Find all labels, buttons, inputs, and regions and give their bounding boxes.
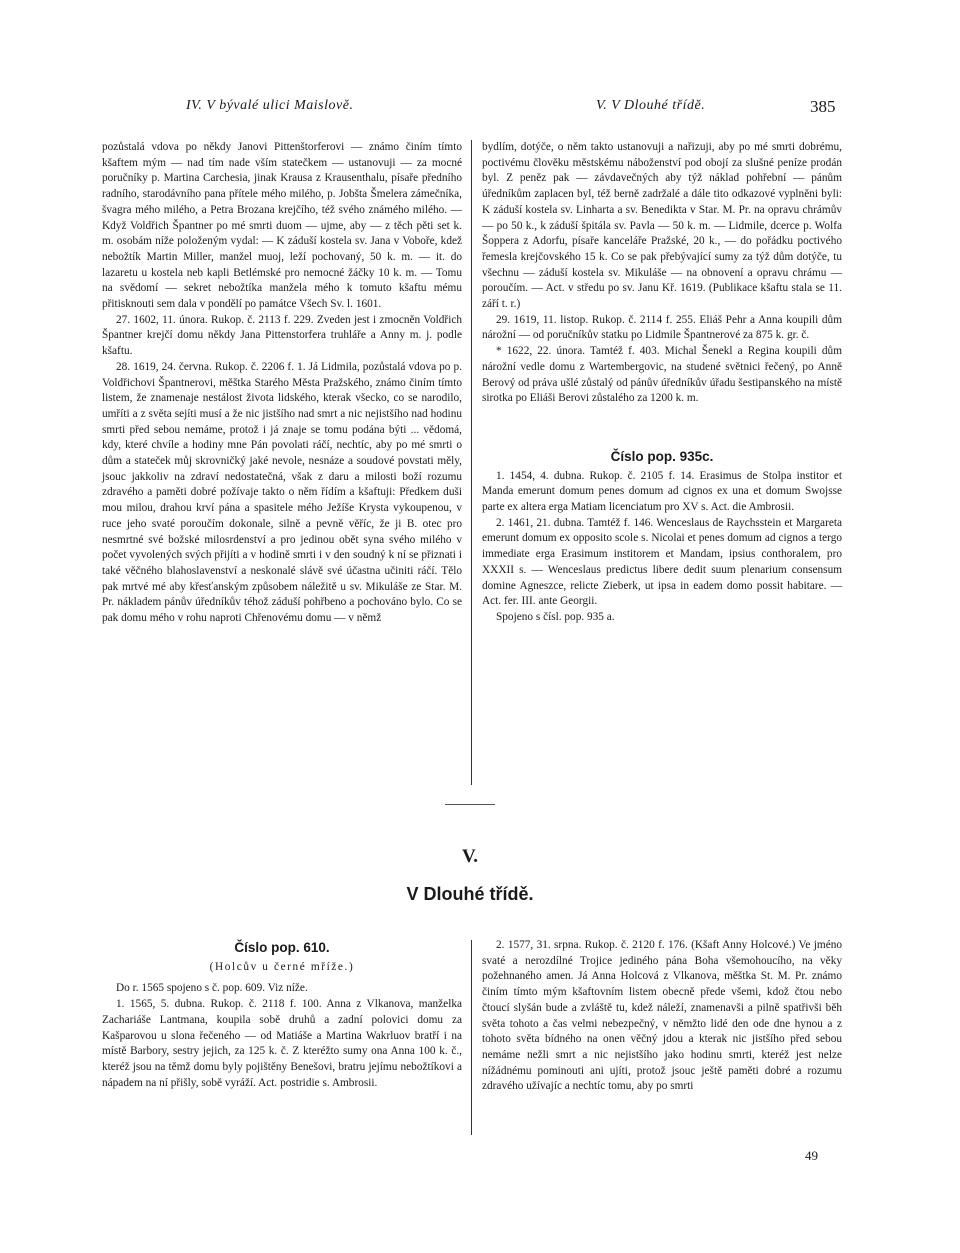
section-rule [445,804,495,805]
right-column-upper [482,140,842,626]
house-name-subtitle: (Holcův u černé mříže.) [209,960,355,973]
paragraph: 28. 1619, 24. června. Rukop. č. 2206 f. 1. Já Lidmila, pozůstalá vdova po p. Voldřichovi Špantnerovi, měštka Starého Města Pražského, známo činím tímto listem, že znamenaje nestálost života lidského, kterak všecko, co se narodilo, umříti a z světa sejíti musí a že nic jistšího nad smrt a nic nejistšího nad hodinu smrti před sebou nemáme, protož i já znaje se tomu podána býti ... vědomá, kdy, které chvíle a hodiny mne Pán povolati ráčí, nechtíc, aby po mé smrti o dům a stateček můj skrovničký jaké nevole, nesnáze a soudové povstati měly, jsouc jakkoliv na zdraví nedostatečná, však z daru a milosti boží rozumu zdravého a paměti dobré požívaje takto o něm řídím a kšaftuji: Předkem duši mou milou, drahou krví pána a spasitele mého Ježíše Krysta vykoupenou, v ruce jeho svaté poroučím dokonale, silně a pevně věříc, že ji B. otec pro nesmrtné své božské milosrdenství a pro jedinou obět syna svého milého v počet vyvolených svých přijíti a v hodině smrti i v den soudný k ní se přiznati i také věčného blahoslavenství a neskonalé slávě své účastna učiniti ráčí. Tělo pak mrtvé mé aby křesťanským způsobem náležitě u sv. Mikuláše ze Star. M. Pr. nákladem pánův úředníkův téhož záduší pohřbeno a pochováno bylo. Co se pak domu mého v rohu naproti Chřenovému domu — v němž [102,360,462,625]
paragraph: 2. 1577, 31. srpna. Rukop. č. 2120 f. 176. (Kšaft Anny Holcové.) Ve jméno svaté a nerozdílné Trojice jediného pána Boha všemohoucího, na věky požehnaného amen. Já Anna Holcová z Vlkanova, měštka St. M. Pr. známo činím tímto mým kšaftovním listem obecně přede všemi, kdož čtou nebo čtoucí slyšán bude a zvláště tu, kdež náleží, znamenavši a pilně spatřivši běh světa tohoto a čas velmi nebezpečný, v němžto lidé den ode dne hynou a z tohoto světa bídného na onen věčný jdou a kterak nic jistšího před sebou nemáme nežli smrt a nic nejistšího jako hodinu smrti, kteréž jest nelze nížádnému pominouti ani ujíti, protož jsouc ještě paměti dobré a rozumu zdravého užívajíc a nechtíc tomu, aby po smrti [482,939,842,1093]
paragraph: Spojeno s čísl. pop. 935 a. [496,610,615,623]
column-divider [471,140,472,785]
paragraph: 1. 1565, 5. dubna. Rukop. č. 2118 f. 100. Anna z Vlkanova, manželka Zachariáše Lantmana, koupila sobě druhů a zadní polovici domu za Kašparovou u slona řečeného — od Matiáše a Martina Wakrluov bratří i na místě Barbory, sestry jejich, za 125 k. č. Z kteréžto sumy ona Anna 100 k. č., kteréž jsou na těmž domu byly pojištěny Benešovi, bratru jejímu nebožtíkovi a nápadem na ní přišly, sobě vyráží. Act. postridie s. Ambrosii. [102,998,462,1089]
paragraph: 1. 1454, 4. dubna. Rukop. č. 2105 f. 14. Erasimus de Stolpa institor et Manda emerunt domum penes domum ad cignos ex una et domum Swojsse parte ex altera erga Matiam licenciatum pro XV s. Act. die Ambrosii. [482,469,842,514]
sheet-signature-number: 49 [805,1148,818,1163]
section-title: V Dlouhé třídě. [406,884,534,904]
running-head-right: V. V Dlouhé třídě. [596,98,706,113]
house-number-heading: Číslo pop. 610. [234,940,330,955]
paragraph: pozůstalá vdova po někdy Janovi Pittenštorferovi — známo činím tímto kšaftem mým — nad tím nade vším statečkem — ustanovuji — za mocné poručníky p. Martina Carchesia, jinak Krausa z Krausenthalu, písaře předního radního, starodávního pana přítele mého milého, p. Jobšta Šmelera zámečníka, švagra mého milého, a Petra Brozana krejčího, též svého známého milého. — Když Voldřich Špantner po mé smrti duom — ujme, aby — z těch pěti set k. m. osobám níže položeným vydal: — K záduší kostela sv. Jana v Voboře, kdež nebožtík Martin Miller, manžel muoj, leží pochovaný, 50 k. m. — it. do lazaretu u kostela neb kapli Betlémské pro nemocné žáčky 10 k. m. — Tomu na svědomí — sekret nebožtíka manžela mého k tomuto kšaftu mému přitisknouti sem dala v pondělí po památce Všech Sv. l. 1601. [102,141,462,311]
page-number: 385 [810,97,836,116]
paragraph: bydlím, dotýče, o něm takto ustanovuji a nařizuji, aby po mé smrti dobrému, poctivému člověku městskému náboženství pod obojí za slušné peníze prodán byl. Z peněz pak — závdavečných aby týž náklad pohřební — pánům úředníkům zaplacen byl, též berně zadržalé a dále tito odkazové vyplněni byli: K záduší kostela sv. Linharta a sv. Benedikta v Star. M. Pr. na opravu chrámův — po 50 k., k záduší špitála sv. Pavla — 50 k. m. — Lidmile, dcerce p. Wolfa Šoppera z Adorfu, písaře kanceláře Pražské, 20 k., — do pořádku poctivého řemesla krejčovského 15 k. Co se pak přebývající sumy za týž dům dotýče, tu všechnu — záduší kostela sv. Mikuláše — na obnovení a opravu chrámu — poroučím. — Act. v středu po sv. Janu Kř. 1619. (Publikace kšaftu stala se 11. září t. r.) [482,141,842,311]
left-column-upper [102,140,462,627]
paragraph: * 1622, 22. února. Tamtéž f. 403. Michal Šenekl a Regina koupili dům nárožní vedle domu z Wartembergovic, na studené světnici řečený, po Anně Berový od práva ušlé zůstalý od pánův úředníkův úřadu šestipanského na místě sirotka po Eliáši Berovi zůstalého za 1200 k. m. [482,345,842,405]
house-number-heading: Číslo pop. 935c. [610,448,714,464]
running-head-left: IV. V bývalé ulici Maislově. [186,98,354,113]
column-divider [471,940,472,1135]
paragraph: 27. 1602, 11. února. Rukop. č. 2113 f. 229. Zveden jest i zmocněn Voldřich Špantner krejčí domu někdy Jana Pittenstorfera truhláře a Anny m. j. podle kšaftu. [102,313,462,358]
right-column-lower [482,938,842,1095]
paragraph: 2. 1461, 21. dubna. Tamtéž f. 146. Wenceslaus de Raychsstein et Margareta emerunt domum ex opposito scole s. Nicolai et penes domum ad cignos a tergo immediate erga Erasimum institorem et Mandam, ipsius conthoralem, pro XXXII s. — Wenceslaus predictus libere dedit suum plenarium consensum domine Agneszce, relicte Zieberk, ut ipsa in eadem domo possit habitare. — Act. fer. III. ante Georgii. [482,516,842,608]
left-column-lower [102,938,462,1091]
section-number: V. [461,846,479,867]
paragraph: 29. 1619, 11. listop. Rukop. č. 2114 f. 255. Eliáš Pehr a Anna koupili dům nárožní — od poručníkův statku po Lidmile Špantnerové za 875 k. gr. č. [482,313,842,342]
paragraph: Do r. 1565 spojeno s č. pop. 609. Viz níže. [116,982,308,995]
